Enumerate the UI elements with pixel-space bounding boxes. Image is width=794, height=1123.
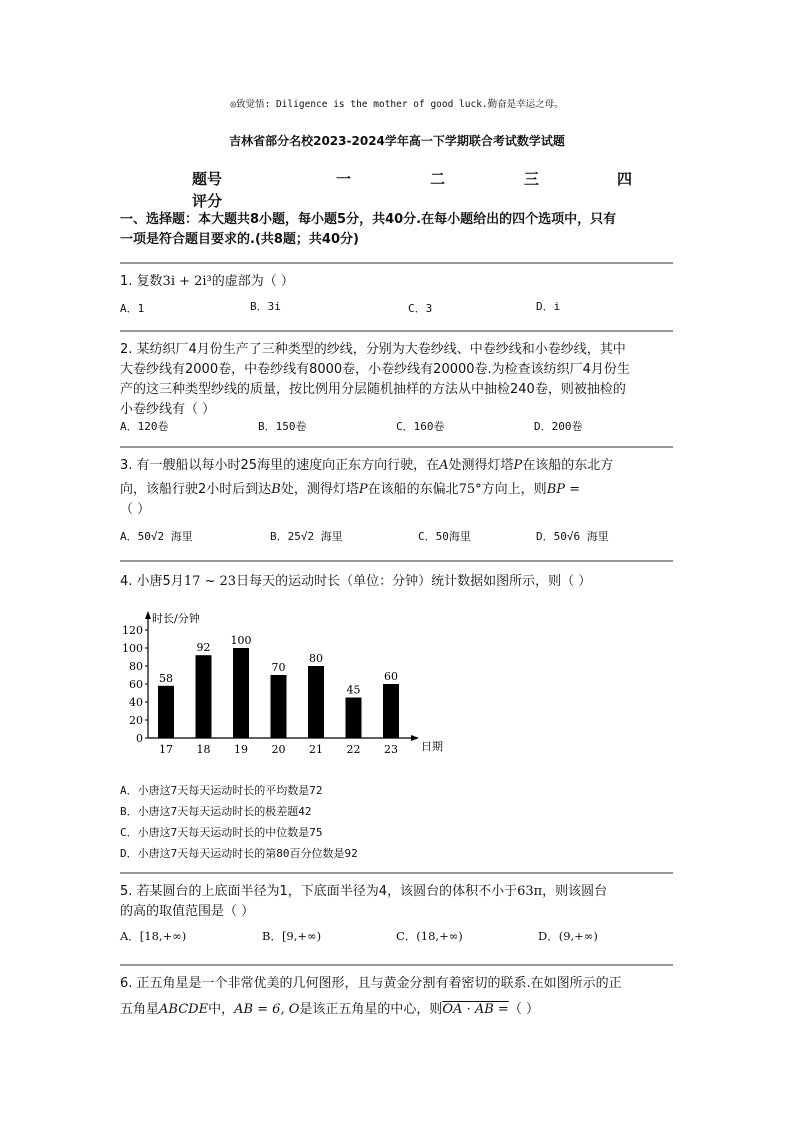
q3-option-b[interactable]: B．25√2 海里 — [270, 530, 343, 543]
q3-option-c[interactable]: C．50海里 — [418, 530, 471, 543]
q5-option-d[interactable]: D．(9,+∞) — [538, 929, 598, 943]
section-1-line-2: 一项是符合题目要求的.(共8题；共40分) — [120, 232, 359, 247]
q5-text: ，则该圆台 — [542, 884, 608, 899]
q3-text: 处测得灯塔 — [448, 458, 514, 473]
q4-prefix: 4. 小唐5月 — [120, 574, 184, 589]
q4-date-range: 17 ~ 23 — [183, 574, 237, 589]
bar-value-label: 58 — [159, 671, 173, 685]
q4-option-c[interactable]: C．小唐这7天每天运动时长的中位数是75 — [120, 826, 323, 839]
y-axis-title: 时长/分钟 — [152, 612, 200, 625]
q3-line-1 — [120, 456, 675, 476]
q5-option-a[interactable]: A．[18,+∞) — [120, 929, 187, 943]
q3-text: 在该船的东偏北 — [367, 482, 459, 497]
q3-option-d[interactable]: D．50√6 海里 — [536, 530, 609, 543]
q3-text: 处，测得灯塔 — [280, 482, 359, 497]
y-axis-arrow-icon — [145, 611, 151, 619]
section-1-heading — [120, 210, 680, 250]
score-table-score-label: 评分 — [192, 192, 223, 210]
q6-text: 五角星 — [120, 1002, 160, 1017]
score-col-3: 三 — [524, 170, 540, 188]
question-1 — [120, 272, 675, 292]
question-2 — [120, 340, 675, 420]
q6-condition: AB = 6, O — [234, 1002, 300, 1017]
q5-volume: 63π — [517, 884, 543, 899]
question-3 — [120, 456, 675, 520]
q4-option-b[interactable]: B．小唐这7天每天运动时长的极差题42 — [120, 805, 312, 818]
q2-line-1: 2. 某纺织厂4月份生产了三种类型的纱线，分别为大卷纱线、中卷纱线和小卷纱线，其中 — [120, 342, 626, 357]
y-tick-label: 40 — [129, 696, 143, 709]
q3-bp: BP = — [546, 482, 581, 497]
bar — [383, 684, 399, 738]
q3-angle: 75° — [458, 482, 482, 497]
q6-text: （ ） — [508, 1002, 539, 1017]
exam-title: 吉林省部分名校2023-2024学年高一下学期联合考试数学试题 — [229, 134, 565, 148]
motto-header: ◎致觉悟: Diligence is the mother of good luck.勤奋是幸运之母。 — [230, 99, 564, 110]
q6-line-2 — [120, 1000, 675, 1020]
q4-suffix: 日每天的运动时长（单位：分钟）统计数据如图所示，则（ ） — [236, 574, 592, 589]
divider — [120, 262, 673, 264]
q1-option-d[interactable]: D．i — [536, 300, 561, 313]
score-col-2: 二 — [430, 170, 446, 188]
x-tick-label: 23 — [384, 743, 398, 756]
q2-option-a[interactable]: A．120卷 — [120, 420, 169, 433]
bar — [308, 666, 324, 738]
q6-text: 中， — [208, 1002, 235, 1017]
q2-option-c[interactable]: C．160卷 — [396, 420, 445, 433]
q3-point-b: B — [271, 482, 281, 497]
question-5 — [120, 882, 675, 922]
q6-star-name: ABCDE — [159, 1002, 209, 1017]
q6-text: 是该正五角星的中心，则 — [299, 1002, 443, 1017]
question-4 — [120, 572, 675, 592]
q4-option-a[interactable]: A．小唐这7天每天运动时长的平均数是72 — [120, 784, 323, 797]
bar-value-label: 45 — [346, 683, 361, 697]
bar-value-label: 70 — [271, 661, 286, 674]
q1-option-b[interactable]: B．3i — [250, 300, 281, 313]
q5-line-2: 的高的取值范围是（ ） — [120, 904, 255, 919]
q6-vector-expression: OA · AB = — [442, 1002, 509, 1017]
q3-point-p: P — [358, 482, 368, 497]
y-tick-label: 0 — [136, 732, 143, 745]
q3-line-3: （ ） — [120, 502, 151, 517]
bar — [233, 648, 249, 738]
y-tick-label: 80 — [129, 660, 143, 673]
q5-text: 5. 若某圆台的上底面半径为1，下底面半径为4，该圆台的体积不小于 — [120, 884, 518, 899]
score-table-question-label: 题号 — [192, 170, 223, 188]
bar-value-label: 92 — [196, 641, 211, 655]
divider — [120, 446, 673, 448]
x-tick-label: 21 — [309, 743, 323, 756]
q1-option-c[interactable]: C．3 — [408, 302, 433, 315]
q1-option-a[interactable]: A．1 — [120, 302, 145, 315]
divider — [120, 330, 673, 332]
section-1-line-1: 一、选择题：本大题共8小题，每小题5分，共40分.在每小题给出的四个选项中，只有 — [120, 212, 617, 227]
q2-option-d[interactable]: D．200卷 — [534, 420, 583, 433]
q3-text: 向，该船行驶2小时后到达 — [120, 482, 272, 497]
bar — [271, 675, 287, 738]
bar-value-label: 100 — [230, 634, 252, 647]
q1-suffix: 的虚部为（ ） — [211, 274, 294, 289]
y-tick-label: 20 — [129, 714, 143, 727]
x-axis-title: 日期 — [421, 740, 443, 753]
bar — [196, 655, 212, 738]
x-tick-label: 19 — [234, 743, 248, 756]
q2-option-b[interactable]: B．150卷 — [258, 420, 307, 433]
score-col-4: 四 — [617, 170, 633, 188]
q1-expression: 3i + 2i³ — [162, 274, 212, 289]
x-axis-arrow-icon — [411, 735, 419, 741]
divider — [120, 560, 673, 562]
bar — [158, 686, 174, 738]
y-tick-label: 100 — [122, 642, 143, 655]
bar-value-label: 80 — [309, 652, 323, 665]
q3-option-a[interactable]: A．50√2 海里 — [120, 530, 193, 543]
q3-point-a: A — [439, 458, 449, 473]
x-tick-label: 18 — [196, 743, 211, 756]
score-col-1: 一 — [336, 170, 352, 188]
q3-text: 在该船的东北方 — [522, 458, 614, 473]
question-6 — [120, 974, 675, 1020]
q3-point-p: P — [513, 458, 523, 473]
q3-line-2 — [120, 480, 675, 500]
q3-text: 3. 有一艘船以每小时25海里的速度向正东方向行驶，在 — [120, 458, 440, 473]
divider — [120, 964, 673, 966]
q3-text: 方向上，则 — [481, 482, 547, 497]
q2-line-3: 产的这三种类型纱线的质量，按比例用分层随机抽样的方法从中抽检240卷，则被抽检的 — [120, 382, 626, 397]
x-tick-label: 17 — [159, 743, 173, 756]
divider — [120, 872, 673, 874]
q6-line-1: 6. 正五角星是一个非常优美的几何图形，且与黄金分割有着密切的联系.在如图所示的正 — [120, 976, 622, 991]
exercise-duration-bar-chart — [112, 606, 443, 766]
q4-option-d[interactable]: D．小唐这7天每天运动时长的第80百分位数是92 — [120, 847, 358, 860]
q1-prefix: 1. 复数 — [120, 274, 163, 289]
q5-option-c[interactable]: C．(18,+∞) — [396, 929, 463, 943]
bar — [346, 698, 362, 739]
bar-value-label: 60 — [384, 670, 398, 683]
x-tick-label: 22 — [346, 743, 361, 756]
y-tick-label: 120 — [122, 624, 143, 637]
q5-line-1 — [120, 882, 675, 902]
x-tick-label: 20 — [271, 743, 286, 756]
y-tick-label: 60 — [129, 678, 143, 691]
q2-line-2: 大卷纱线有2000卷，中卷纱线有8000卷，小卷纱线有20000卷.为检查该纺织厂4月份生 — [120, 362, 630, 377]
q5-option-b[interactable]: B．[9,+∞) — [262, 929, 322, 943]
q2-line-4: 小卷纱线有（ ） — [120, 402, 216, 417]
